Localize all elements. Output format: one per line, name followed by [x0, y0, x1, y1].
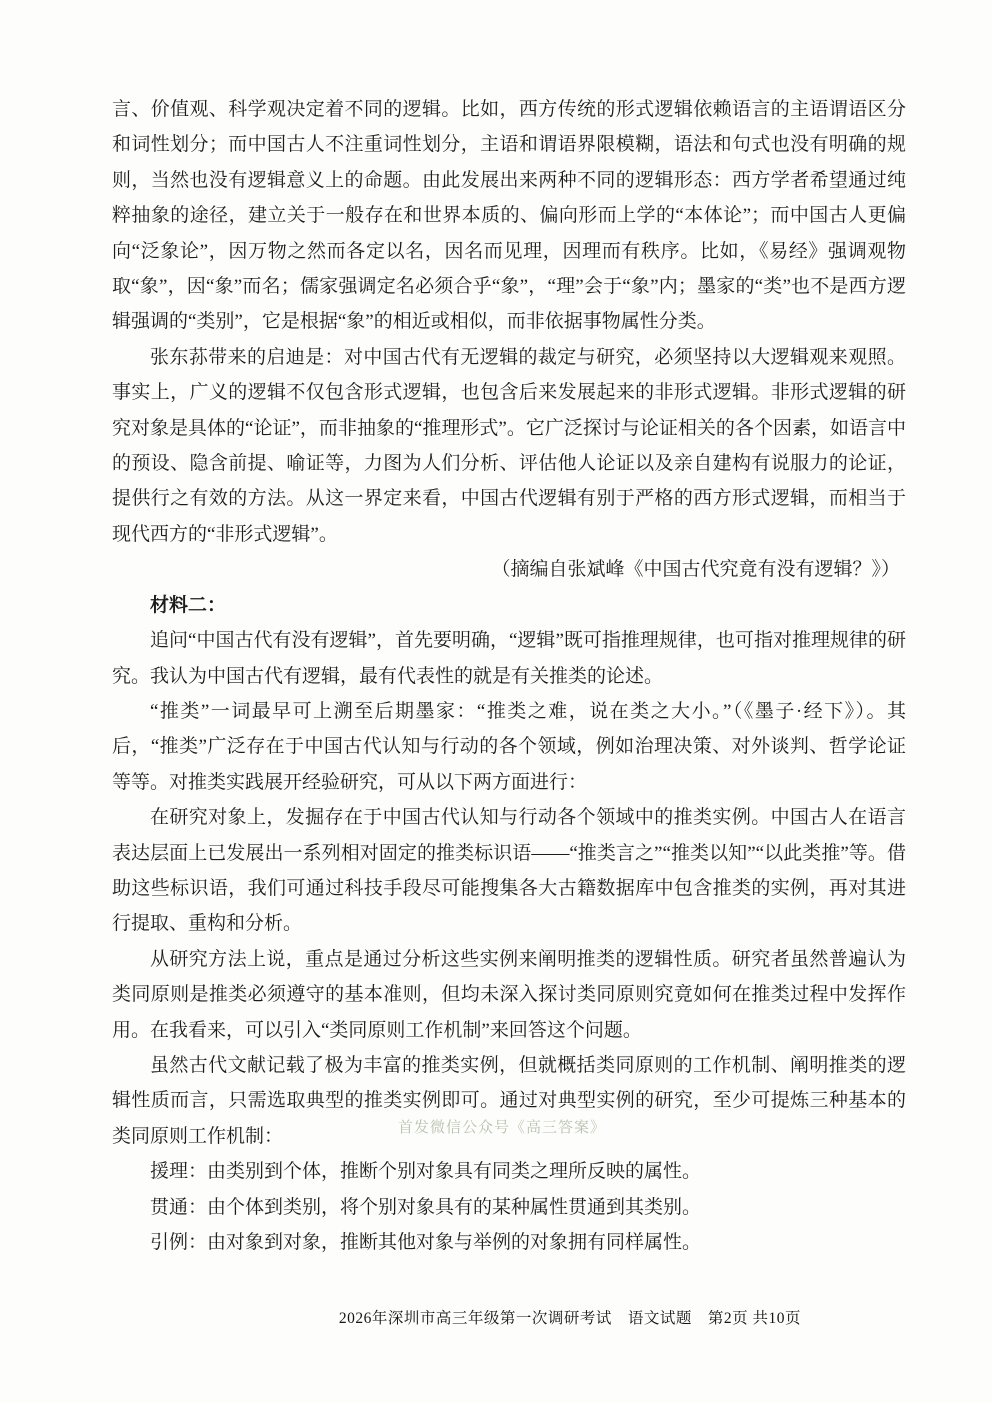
paragraph-10: 贯通：由个体到类别，将个别对象具有的某种属性贯通到其类别。 [150, 1196, 702, 1218]
paragraph-4: 追问“中国古代有没有逻辑”，首先要明确，“逻辑”既可指推理规律，也可指对推理规律的研究。我认为中国古代有逻辑，最有代表性的就是有关推类的论述。 [112, 630, 906, 687]
page-footer: 2026年深圳市高三年级第一次调研考试 语文试题 第2页 共10页 [338, 1310, 802, 1327]
paragraph-1: 张东荪带来的启迪是：对中国古代有无逻辑的裁定与研究，必须坚持以大逻辑观来观照。事实上，广义的逻辑不仅包含形式逻辑，也包含后来发展起来的非形式逻辑。非形式逻辑的研究对象是具体的“论证”，而非抽象的“推理形式”。它广泛探讨与论证相关的各个因素，如语言中的预设、隐含前提、喻证等，力图为人们分析、评估他人论证以及亲自建构有说服力的论证，提供行之有效的方法。从这一界定来看，中国古代逻辑有别于严格的西方形式逻辑，而相当于现代西方的“非形式逻辑”。 [112, 346, 906, 545]
paragraph-11: 引例：由对象到对象，推断其他对象与举例的对象拥有同样属性。 [150, 1232, 702, 1253]
paragraph-2: （摘编自张斌峰《中国古代究竟有没有逻辑？》） [491, 559, 900, 581]
document-body [112, 92, 906, 1260]
paragraph-9: 援理：由类别到个体，推断个别对象具有同类之理所反映的属性。 [150, 1161, 702, 1183]
watermark-text: 首发微信公众号《高三答案》 [398, 1120, 607, 1136]
paragraph-5: “推类”一词最早可上溯至后期墨家：“推类之难，说在类之大小。”（《墨子·经下》）。其后，“推类”广泛存在于中国古代认知与行动的各个领域，例如治理决策、对外谈判、哲学论证等等。对推类实践展开经验研究，可从以下两方面进行： [112, 700, 906, 793]
paragraph-0: 言、价值观、科学观决定着不同的逻辑。比如，西方传统的形式逻辑依赖语言的主语谓语区分和词性划分；而中国古人不注重词性划分，主语和谓语界限模糊，语法和句式也没有明确的规则，当然也没有逻辑意义上的命题。由此发展出来两种不同的逻辑形态：西方学者希望通过纯粹抽象的途径，建立关于一般存在和世界本质的、偏向形而上学的“本体论”；而中国古人更偏向“泛象论”，因万物之然而各定以名，因名而见理，因理而有秩序。比如，《易经》强调观物取“象”，因“象”而名；儒家强调定名必须合乎“象”，“理”会于“象”内；墨家的“类”也不是西方逻辑强调的“类别”，它是根据“象”的相近或相似，而非依据事物属性分类。 [112, 99, 906, 333]
paragraph-8: 虽然古代文献记载了极为丰富的推类实例，但就概括类同原则的工作机制、阐明推类的逻辑性质而言，只需选取典型的推类实例即可。通过对典型实例的研究，至少可提炼三种基本的类同原则工作机制： [112, 1054, 906, 1147]
paragraph-3: 材料二： [150, 594, 227, 616]
paragraph-7: 从研究方法上说，重点是通过分析这些实例来阐明推类的逻辑性质。研究者虽然普遍认为类同原则是推类必须遵守的基本准则，但均未深入探讨类同原则究竟如何在推类过程中发挥作用。在我看来，可以引入“类同原则工作机制”来回答这个问题。 [112, 948, 906, 1041]
paragraph-6: 在研究对象上，发掘存在于中国古代认知与行动各个领域中的推类实例。中国古人在语言表达层面上已发展出一系列相对固定的推类标识语——“推类言之”“推类以知”“以此类推”等。借助这些标识语，我们可通过科技手段尽可能搜集各大古籍数据库中包含推类的实例，再对其进行提取、重构和分析。 [112, 807, 906, 935]
